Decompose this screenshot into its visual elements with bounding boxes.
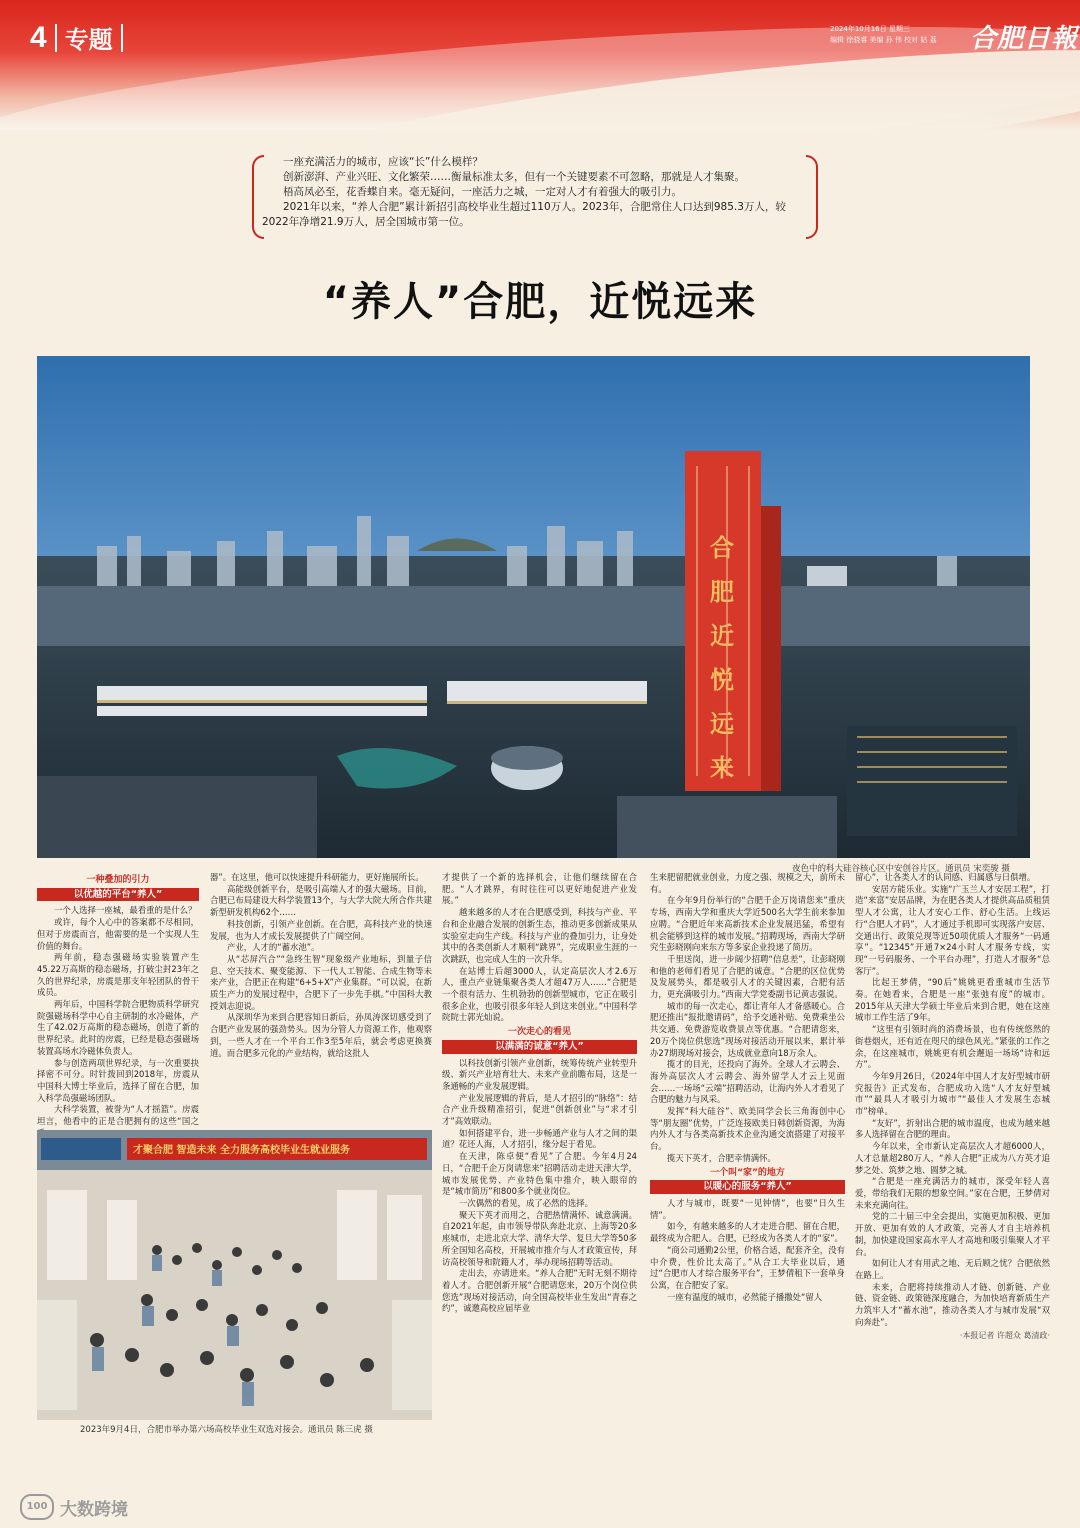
section-heading-2 — [442, 1026, 637, 1053]
paragraph: 比起王梦倩，“90后”姚姚更看重城市生活节奏。在她看来，合肥是一座“张弛有度”的城市。2015年从天津大学硕士毕业后来到合肥，她在这座城市工作生活了9年。 — [855, 977, 1050, 1023]
paragraph: 安居方能乐业。实施“广玉兰人才安居工程”，打造“来富”安居品牌，为在肥各类人才提供高品质租赁型人才公寓，让人才安心工作、舒心生活。上线运行“合肥人才码”，人才通过手机即可实现落户安居、交通出行、政策兑现等近50项优质人才服务“一码通享”。“12345”开通7×24小时人才服务专线，实现“一号码服务、一个平台办理”，打造人才服务“总客厅”。 — [855, 883, 1050, 976]
watermark — [20, 1494, 128, 1520]
paragraph: 从“芯屏汽合”“急终生智”现象级产业地标，到量子信息、空天技术、聚变能源、下一代人工智能、合成生物等未来产业，合肥正在构建“6+5+X”产业集群。“可以说，在新质生产力的发展过程中，合肥下了一步先手棋。”中国科大教授刘志迎说。 — [210, 953, 432, 1011]
paragraph: 在站博士后超3000人，认定高层次人才2.6万人，重点产业链集聚各类人才超47万人……“合肥是一个很有活力、生机勃勃的创新型城市，它正在吸引很多企业，也吸引很多年轻人到这来创业。”中国科学院院士郭光灿说。 — [442, 965, 637, 1023]
article-column-5 — [855, 872, 1050, 1342]
section-kicker: 一个叫“家”的地方 — [710, 1167, 785, 1178]
paragraph: 走出去，亦请进来。“养人合肥”无时无刻不期待着人才。合肥创新开展“合肥请您来，20万个岗位供您选”现场对接活动，向全国高校毕业生发出“青春之约”，诚邀高校应届毕业 — [442, 1268, 637, 1314]
paragraph: 两年后，中国科学院合肥物质科学研究院强磁场科学中心自主研制的水冷磁体，产生了42.02万高斯的稳态磁场，创造了新的世界纪录。此时的房震，已经是稳态强磁场装置高场水冷磁体负责人。 — [37, 999, 199, 1056]
intro-block — [262, 155, 802, 230]
main-photo — [37, 356, 1030, 858]
article-column-2 — [210, 872, 432, 1059]
job-fair-photo — [37, 1130, 432, 1420]
divider — [55, 24, 57, 52]
date-info — [830, 24, 937, 46]
paragraph: 今年以来，全市新认定高层次人才超6000人，人才总量超280万人，“养人合肥”正成为八方英才追梦之处、筑梦之地、圆梦之城。 — [855, 1141, 1050, 1175]
tower-glyph: 悦 — [710, 666, 734, 694]
paragraph: 以科技创新引领产业创新，统筹传统产业转型升级、新兴产业培育壮大、未来产业前瞻布局，这是一条通畅的产业发展逻辑。 — [442, 1057, 637, 1091]
bracket-left — [252, 155, 264, 239]
paragraph: 人才与城市，既要“一见钟情”，也要“日久生情”。 — [650, 1197, 845, 1220]
paragraph: 参与创造两项世界纪录，与一次重要抉择密不可分。时针拨回到2018年，房震从中国科大博士毕业后，选择了留在合肥，加入科学岛强磁场团队。 — [37, 1057, 199, 1103]
paragraph: 在天津，陈卓便“看见”了合肥。今年4月24日，“合肥千企万岗请您来”招聘活动走进天津大学，城市发展优势、产业特色集中推介，映入眼帘的是“城市简历”和800多个就业岗位。 — [442, 1151, 637, 1197]
paragraph: 器”。在这里，他可以快速提升科研能力，更好施展所长。 — [210, 872, 424, 882]
section-title: 以优越的平台“养人” — [37, 888, 199, 902]
paragraph: 今年9月26日，《2024年中国人才友好型城市研究报告》正式发布，合肥成功入选“人才友好型城市”“最具人才吸引力城市”“最佳人才发展生态城市”榜单。 — [855, 1070, 1050, 1117]
paragraph: 从深圳华为来到合肥容知日新后，孙凤涛深切感受到了合肥产业发展的强劲势头。因为分管人力资源工作，他观察到，一些人才在一个平台工作3至5年后，就会考虑更换赛道。而合肥多元化的产业结构，就给这批人 — [210, 1012, 432, 1058]
paragraph: 留心”，让各类人才的认同感、归属感与日俱增。 — [855, 872, 1036, 882]
article-column-1 — [37, 872, 199, 1139]
paragraph: 如何搭建平台，进一步畅通产业与人才之间的渠道？花还人海，人才招引，缘分起于看见。 — [442, 1127, 637, 1150]
paragraph: 生来肥留肥就业创业，力度之强、规模之大，前所未有。 — [650, 872, 845, 894]
watermark-brand: 大数跨境 — [60, 1499, 128, 1520]
paragraph: 发挥“科大硅谷”、欧美同学会长三角海创中心等“朋友圈”优势，广泛连接欧美日韩创新资源，为海内外人才与各类高新技术企业沟通交流搭建了对接平台。 — [650, 1106, 845, 1152]
tower-glyph: 远 — [710, 710, 734, 738]
paragraph: 产业发展逻辑的背后，是人才招引的“脉络”：结合产业升级精准招引，促进“创新创业”与“求才引才”高效联动。 — [442, 1092, 637, 1127]
paragraph: 两年前，稳态强磁场实验装置产生45.22万高斯的稳态磁场，打破尘封23年之久的世界纪录，房震是那支年轻团队的骨干成员。 — [37, 952, 199, 998]
column-name: 专题 — [64, 27, 113, 54]
paragraph: 产业，人才的“蓄水池”。 — [227, 942, 320, 953]
paragraph: 大科学装置，被誉为“人才摇篮”。房震坦言，他看中的正是合肥拥有的这些“国之 — [37, 1104, 199, 1127]
paragraph: 千里送岗，进一步阔少招聘“信息差”，让彭晓刚和他的老师们看见了合肥的诚意。“合肥的区位优势及发展势头，都是吸引人才的关键因素，合肥有活力，更充满吸引力。”西南大学党委副书记黄志强说。 — [650, 953, 845, 1000]
paragraph: “合肥是一座充满活力的城市，深受年轻人喜爱，带给我们无限的想象空间。”家在合肥，王梦倩对未来充满向往。 — [855, 1176, 1050, 1210]
page-number: 4 — [30, 20, 47, 54]
headline: “养人”合肥，近悦远来 — [322, 279, 758, 325]
paper-logo: 合肥日報 — [970, 24, 1079, 54]
main-photo-caption: 夜色中的科大硅谷核心区中安创谷片区。通讯员 宋奕骏 摄 — [792, 864, 1010, 874]
date-line: 2024年10月16日 星期三 — [830, 25, 910, 33]
paragraph: “友好”，折射出合肥的城市温度，也成为越来越多人选择留在合肥的理由。 — [855, 1117, 1050, 1140]
paragraph: 如今，有越来越多的人才走进合肥、留在合肥，最终成为合肥人。合肥，已经成为各类人才的“家”。 — [650, 1221, 845, 1244]
bracket-right — [806, 155, 818, 239]
section-heading-3 — [650, 1167, 845, 1194]
article-column-4 — [650, 872, 845, 1303]
paragraph: 未来，合肥将持续推动人才链、创新链、产业链、资金链、政策链深度融合，为加快培育新质生产力筑牢人才“蓄水池”，推动各类人才与城市发展“双向奔赴”。 — [855, 1281, 1050, 1327]
paragraph: 城市的每一次走心，都让青年人才备感暖心。合肥还推出“报批邀请码”，给予交通补贴、免费乘坐公共交通、免费游览收费景点等优惠。“合肥请您来，20万个岗位供您选”现场对接活动开展以来，累计举办27期现场对接会，达成就业意向18万余人。 — [650, 1000, 845, 1058]
intro-line: 创新澎湃、产业兴旺、文化繁荣……衡量标准太多，但有一个关键要素不可忽略，那就是人才集聚。 — [283, 171, 745, 183]
paragraph: 科技创新，引领产业创新。在合肥，高科技产业的快速发展，也为人才成长发展提供了广阔空间。 — [210, 918, 432, 941]
tower-glyph: 近 — [710, 622, 734, 650]
section-kicker: 一次走心的看见 — [507, 1027, 571, 1038]
intro-line: 2021年以来，“养人合肥”累计新招引高校毕业生超过110万人。2023年，合肥常住人口达到985.3万人，较2022年净增21.9万人，居全国城市第一位。 — [262, 201, 786, 228]
fair-banner: 才聚合肥 智造未来 全力服务高校毕业生就业服务 — [133, 1145, 350, 1156]
tower-glyph: 合 — [710, 534, 734, 562]
article-column-3 — [442, 872, 637, 1315]
intro-line: 梧高凤必至，花香蝶自来。毫无疑问，一座活力之城，一定对人才有着强大的吸引力。 — [283, 186, 682, 198]
tower-glyph: 肥 — [710, 578, 734, 606]
paragraph: 党的二十届三中全会提出，实施更加积极、更加开放、更加有效的人才政策，完善人才自主培养机制，加快建设国家高水平人才高地和吸引集聚人才平台。 — [855, 1211, 1050, 1257]
byline: ·本报记者 许超众 葛清政· — [959, 1331, 1050, 1341]
tower-glyph: 来 — [710, 754, 734, 782]
paragraph: 一次偶然的看见，成了必然的选择。 — [459, 1197, 593, 1208]
paragraph: 聚天下英才而用之，合肥热情满怀、诚意满满。自2021年起，由市领导带队奔赴北京、上海等20多座城市，走进北京大学、清华大学、复旦大学等50多所全国知名高校，开展城市推介与人才政策宣传，拜访高校领导和院籍人才，举办现场招聘等活动。 — [442, 1209, 637, 1267]
paragraph: 一座有温度的城市，必然能子播撒处“留人 — [667, 1291, 823, 1302]
paragraph: 在今年9月份举行的“合肥千企万岗请您来”重庆专场，西南大学和重庆大学近500名大学生前来参加应聘。“合肥近年来高新技术企业发展迅猛，希望有机会能够到这样的城市发展。”招聘现场，西南大学研究生彭晓刚向来东方等多家企业投递了简历。 — [650, 895, 845, 953]
paragraph: 揽天下英才，合肥幸情满怀。 — [667, 1152, 776, 1163]
paragraph: 越来越多的人才在合肥感受到，科技与产业、平台和企业融合发展的创新生态，推动更多创新成果从实验室走向生产线。科技与产业的叠加引力，让身处其中的各类创新人才顺利“跳界”，完成职业生涯的一次跳跃，也完成人生的一次升华。 — [442, 907, 637, 964]
paragraph: 或许，每个人心中的答案都不尽相同，但对于房震而言，他需要的是一个实现人生价值的舞台。 — [37, 917, 199, 951]
paragraph: “商公司通勤2公里，价格合适，配套齐全，没有中介费，性价比太高了。”从合工大毕业以后，通过“合肥市人才综合服务平台”，王梦倩租下一套单身公寓，在合肥安了家。 — [650, 1244, 845, 1290]
section-kicker: 一种叠加的引力 — [86, 875, 150, 885]
page-number-block — [30, 20, 123, 55]
staff-line: 编辑 徐骁睿 美编 孙 伟 校对 姑 荔 — [830, 36, 937, 44]
intro-line: 一座充满活力的城市，应该“长”什么模样？ — [283, 156, 483, 168]
paragraph: 揽才的目光，还投向了海外。全球人才云聘会、海外高层次人才云聘会、海外留学人才云上见面会……一场场“云端”招聘活动，让海内外人才看见了合肥的魅力与风采。 — [650, 1059, 845, 1105]
masthead-banner — [0, 0, 1080, 130]
divider — [121, 24, 123, 52]
section-title: 以满满的诚意“养人” — [442, 1040, 637, 1054]
job-fair-caption: 2023年9月4日，合肥市举办第六场高校毕业生双选对接会。通讯员 陈三虎 摄 — [80, 1425, 373, 1435]
paragraph: “这里有引领时尚的消费场景，也有传统悠然的街巷烟火，还有近在咫尺的绿色风光。”紧张的工作之余，在这座城市，姚姚更有机会邂逅一场场“诗和远方”。 — [855, 1024, 1050, 1070]
paragraph: 如何让人才有用武之地、无后顾之忧？合肥依然在路上。 — [855, 1258, 1050, 1280]
paragraph: 一个人选择一座城，最看重的是什么？ — [54, 905, 197, 916]
section-title: 以暖心的服务“养人” — [650, 1180, 845, 1194]
paragraph: 才提供了一个新的选择机会，让他们继续留在合肥。“人才跳界，有时往往可以更好地促进产业发展。” — [442, 872, 637, 906]
paragraph: 高能级创新平台，是吸引高端人才的强大磁场。目前，合肥已布局建设大科学装置13个，与大学大院大所合作共建新型研发机构62个…… — [210, 883, 432, 918]
section-heading-1 — [37, 874, 199, 901]
watermark-logo: 100 — [20, 1494, 54, 1520]
